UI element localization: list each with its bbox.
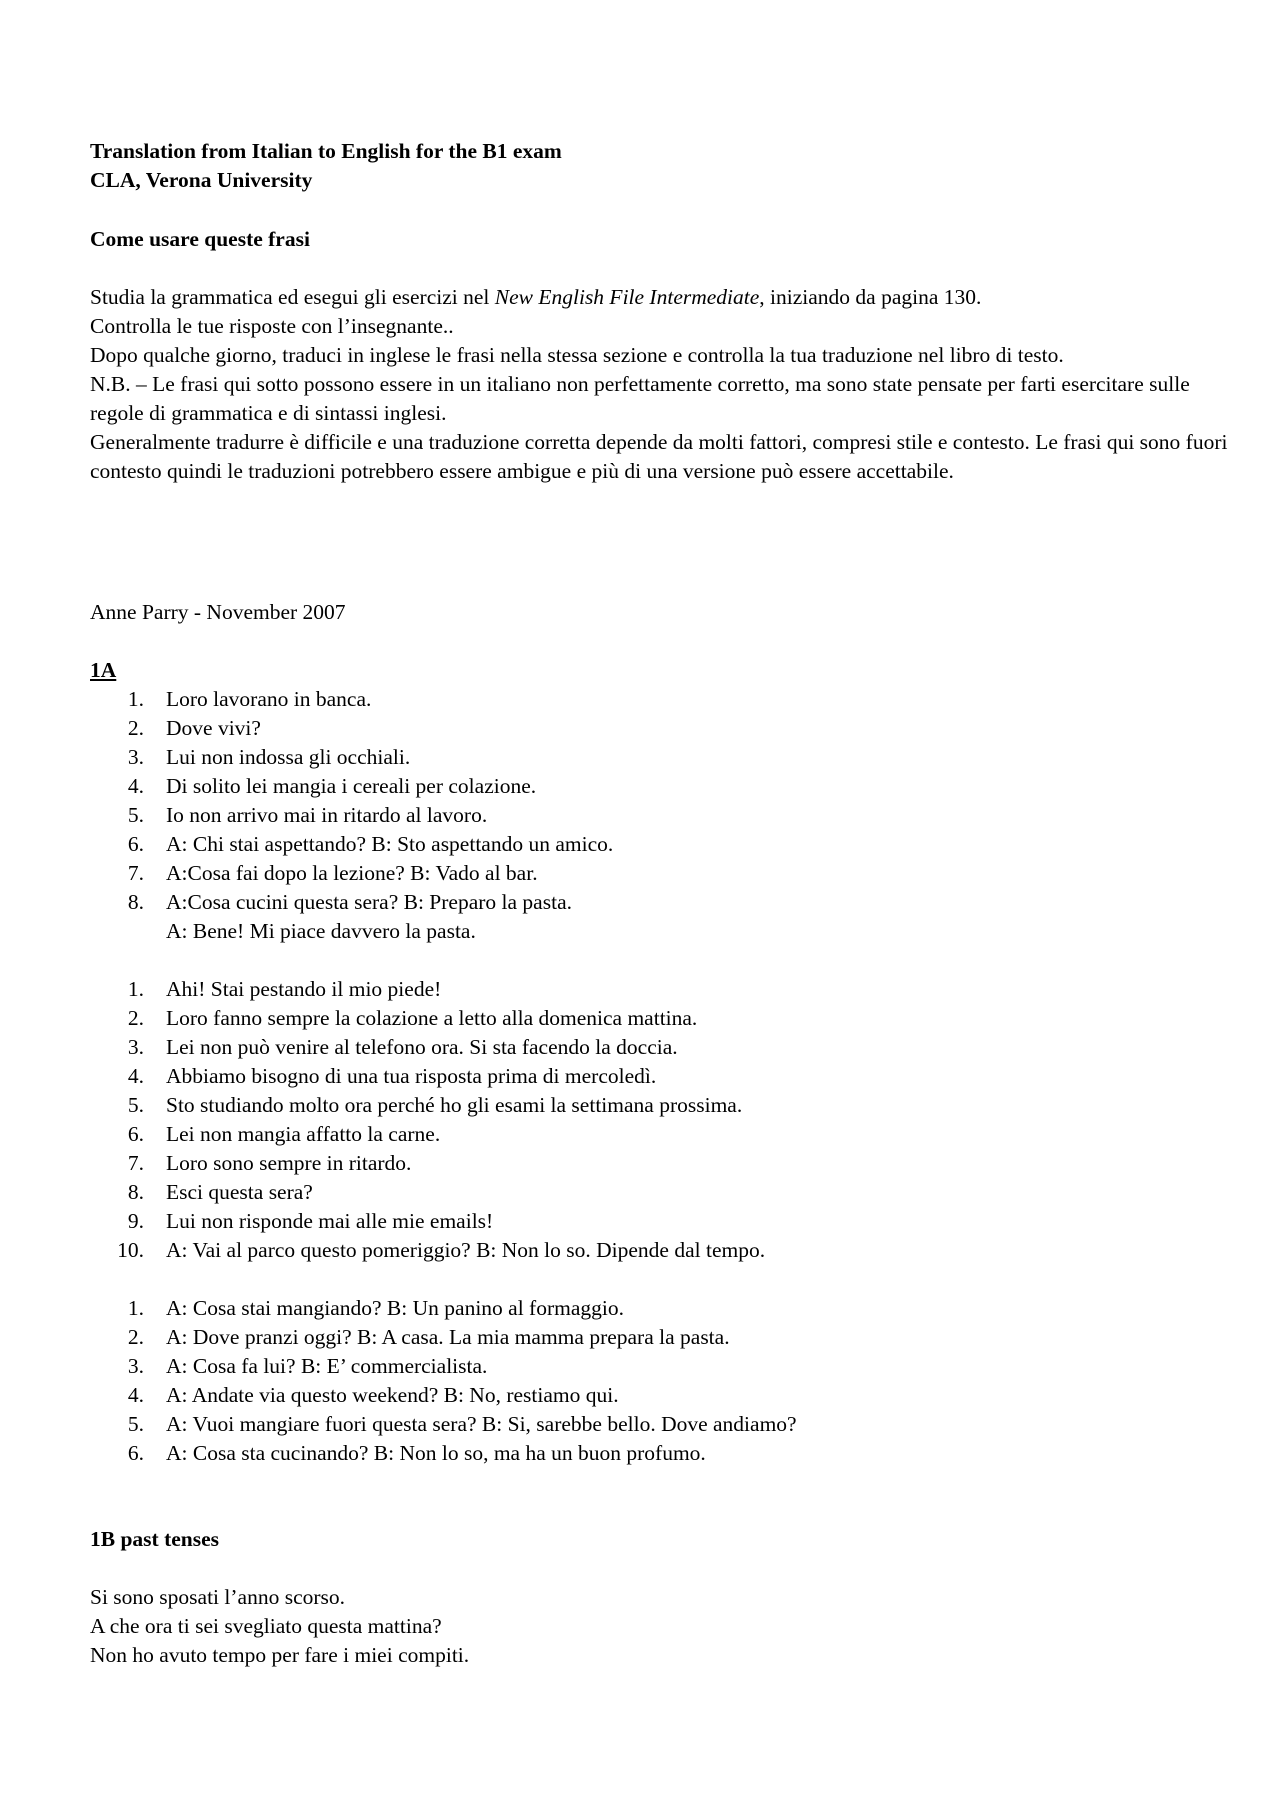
- list-item-number: 10.: [117, 1238, 144, 1262]
- list-item: [90, 1033, 1230, 1062]
- list-item-text: A: Vai al parco questo pomeriggio? B: Non lo so. Dipende dal tempo.: [166, 1238, 766, 1262]
- list-item-number: 8.: [127, 890, 144, 914]
- list-item-number: 6.: [127, 1122, 144, 1146]
- list-item: [90, 1439, 1230, 1468]
- list-item-number: 6.: [127, 832, 144, 856]
- book-title: New English File Intermediate: [494, 285, 760, 309]
- howto-paragraph-5: Generalmente tradurre è difficile e una traduzione corretta depende da molti fattori, compresi stile e contesto. Le frasi qui sono fuori contesto quindi le traduzioni potrebbero essere ambigue e più di una versione può essere accettabile.: [90, 430, 1228, 483]
- section-1a-list-2: [90, 975, 1230, 1265]
- list-item-text: A: Cosa sta cucinando? B: Non lo so, ma ha un buon profumo.: [166, 1441, 706, 1465]
- list-item-text: Lei non mangia affatto la carne.: [166, 1122, 441, 1146]
- list-item: [90, 1410, 1230, 1439]
- list-item-number: 6.: [127, 1441, 144, 1465]
- list-item: [90, 801, 1230, 830]
- list-item-text: A: Andate via questo weekend? B: No, restiamo qui.: [166, 1383, 619, 1407]
- list-item-number: 7.: [127, 861, 144, 885]
- list-item: [90, 1004, 1230, 1033]
- list-item: [90, 743, 1230, 772]
- list-item-number: 4.: [127, 1064, 144, 1088]
- list-item: [90, 830, 1230, 859]
- list-item-text: Lei non può venire al telefono ora. Si sta facendo la doccia.: [166, 1035, 678, 1059]
- list-item: [90, 1352, 1230, 1381]
- howto-paragraph-4: N.B. – Le frasi qui sotto possono essere in un italiano non perfettamente corretto, ma sono state pensate per farti esercitare sulle regole di grammatica e di sintassi inglesi.: [90, 372, 1190, 425]
- list-item-text: A: Vuoi mangiare fuori questa sera? B: Si, sarebbe bello. Dove andiamo?: [166, 1412, 797, 1436]
- list-item-number: 3.: [127, 1354, 144, 1378]
- list-item-text: A:Cosa fai dopo la lezione? B: Vado al bar.: [166, 861, 538, 885]
- list-item-text: Loro sono sempre in ritardo.: [166, 1151, 412, 1175]
- list-item: [90, 975, 1230, 1004]
- list-item-number: 3.: [127, 745, 144, 769]
- list-item-number: 3.: [127, 1035, 144, 1059]
- list-item: [90, 1236, 1230, 1265]
- section-1b-line: A che ora ti sei svegliato questa mattina?: [90, 1614, 442, 1638]
- list-item-number: 1.: [127, 977, 144, 1001]
- list-item: [90, 772, 1230, 801]
- list-item-number: 4.: [127, 774, 144, 798]
- section-1b-line: Non ho avuto tempo per fare i miei compiti.: [90, 1643, 470, 1667]
- list-item-number: 1.: [127, 1296, 144, 1320]
- list-item-number: 5.: [127, 803, 144, 827]
- list-item-text: Loro lavorano in banca.: [166, 687, 372, 711]
- list-item: [90, 714, 1230, 743]
- list-item-text: A: Cosa stai mangiando? B: Un panino al formaggio.: [166, 1296, 624, 1320]
- list-item: [90, 1062, 1230, 1091]
- list-item-number: 2.: [127, 1325, 144, 1349]
- list-item-number: 1.: [127, 687, 144, 711]
- list-item: [90, 1294, 1230, 1323]
- document-title: [90, 137, 1230, 195]
- list-item: [90, 1207, 1230, 1236]
- list-item-number: 5.: [127, 1093, 144, 1117]
- section-1b-lines: [90, 1583, 1230, 1670]
- list-item: [90, 685, 1230, 714]
- list-item-number: 2.: [127, 716, 144, 740]
- howto-paragraph-2: Controlla le tue risposte con l’insegnante..: [90, 314, 454, 338]
- list-item-number: 8.: [127, 1180, 144, 1204]
- list-item-number: 4.: [127, 1383, 144, 1407]
- list-item: [90, 1091, 1230, 1120]
- title-line-2: CLA, Verona University: [90, 168, 313, 192]
- howto-p1-end: , iniziando da pagina 130.: [759, 285, 982, 309]
- list-item-text: Ahi! Stai pestando il mio piede!: [166, 977, 442, 1001]
- list-item: [90, 888, 1230, 917]
- list-item-text: A: Dove pranzi oggi? B: A casa. La mia mamma prepara la pasta.: [166, 1325, 730, 1349]
- section-1b-heading: 1B past tenses: [90, 1527, 220, 1551]
- howto-paragraph-1: [90, 283, 1230, 312]
- list-item-text: Dove vivi?: [166, 716, 261, 740]
- section-1b-line: Si sono sposati l’anno scorso.: [90, 1585, 346, 1609]
- title-line-1: Translation from Italian to English for the B1 exam: [90, 139, 562, 163]
- howto-p1-text: Studia la grammatica ed esegui gli esercizi nel: [90, 285, 495, 309]
- list-item-number: 5.: [127, 1412, 144, 1436]
- list-item: [90, 1323, 1230, 1352]
- list-item-text: A: Chi stai aspettando? B: Sto aspettando un amico.: [166, 832, 614, 856]
- howto-paragraph-3: Dopo qualche giorno, traduci in inglese le frasi nella stessa sezione e controlla la tua traduzione nel libro di testo.: [90, 343, 1064, 367]
- list-item: [90, 1381, 1230, 1410]
- list-item-number: 7.: [127, 1151, 144, 1175]
- howto-heading: Come usare queste frasi: [90, 227, 310, 251]
- list-item: [90, 1149, 1230, 1178]
- list-item-text: Di solito lei mangia i cereali per colazione.: [166, 774, 537, 798]
- list-item: [90, 1178, 1230, 1207]
- list-item-text: Lui non indossa gli occhiali.: [166, 745, 411, 769]
- list-item-text: A:Cosa cucini questa sera? B: Preparo la pasta.: [166, 890, 572, 914]
- list-item-text: Sto studiando molto ora perché ho gli esami la settimana prossima.: [166, 1093, 743, 1117]
- list-item: [90, 1120, 1230, 1149]
- author-line: Anne Parry - November 2007: [90, 600, 346, 624]
- list-item: [90, 859, 1230, 888]
- list-item-text: Esci questa sera?: [166, 1180, 313, 1204]
- list-item-number: 9.: [127, 1209, 144, 1233]
- section-1a-heading: 1A: [90, 658, 117, 682]
- list-item-text: A: Cosa fa lui? B: E’ commercialista.: [166, 1354, 488, 1378]
- section-1a-list-1: [90, 685, 1230, 946]
- list-item-text: Io non arrivo mai in ritardo al lavoro.: [166, 803, 488, 827]
- list-item-text: Lui non risponde mai alle mie emails!: [166, 1209, 494, 1233]
- section-1a-list-3: [90, 1294, 1230, 1468]
- list-item-number: 2.: [127, 1006, 144, 1030]
- list-item-text: Loro fanno sempre la colazione a letto alla domenica mattina.: [166, 1006, 698, 1030]
- list-item-text: Abbiamo bisogno di una tua risposta prima di mercoledì.: [166, 1064, 657, 1088]
- list-item-continuation: A: Bene! Mi piace davvero la pasta.: [166, 919, 476, 943]
- howto-body: [90, 283, 1230, 486]
